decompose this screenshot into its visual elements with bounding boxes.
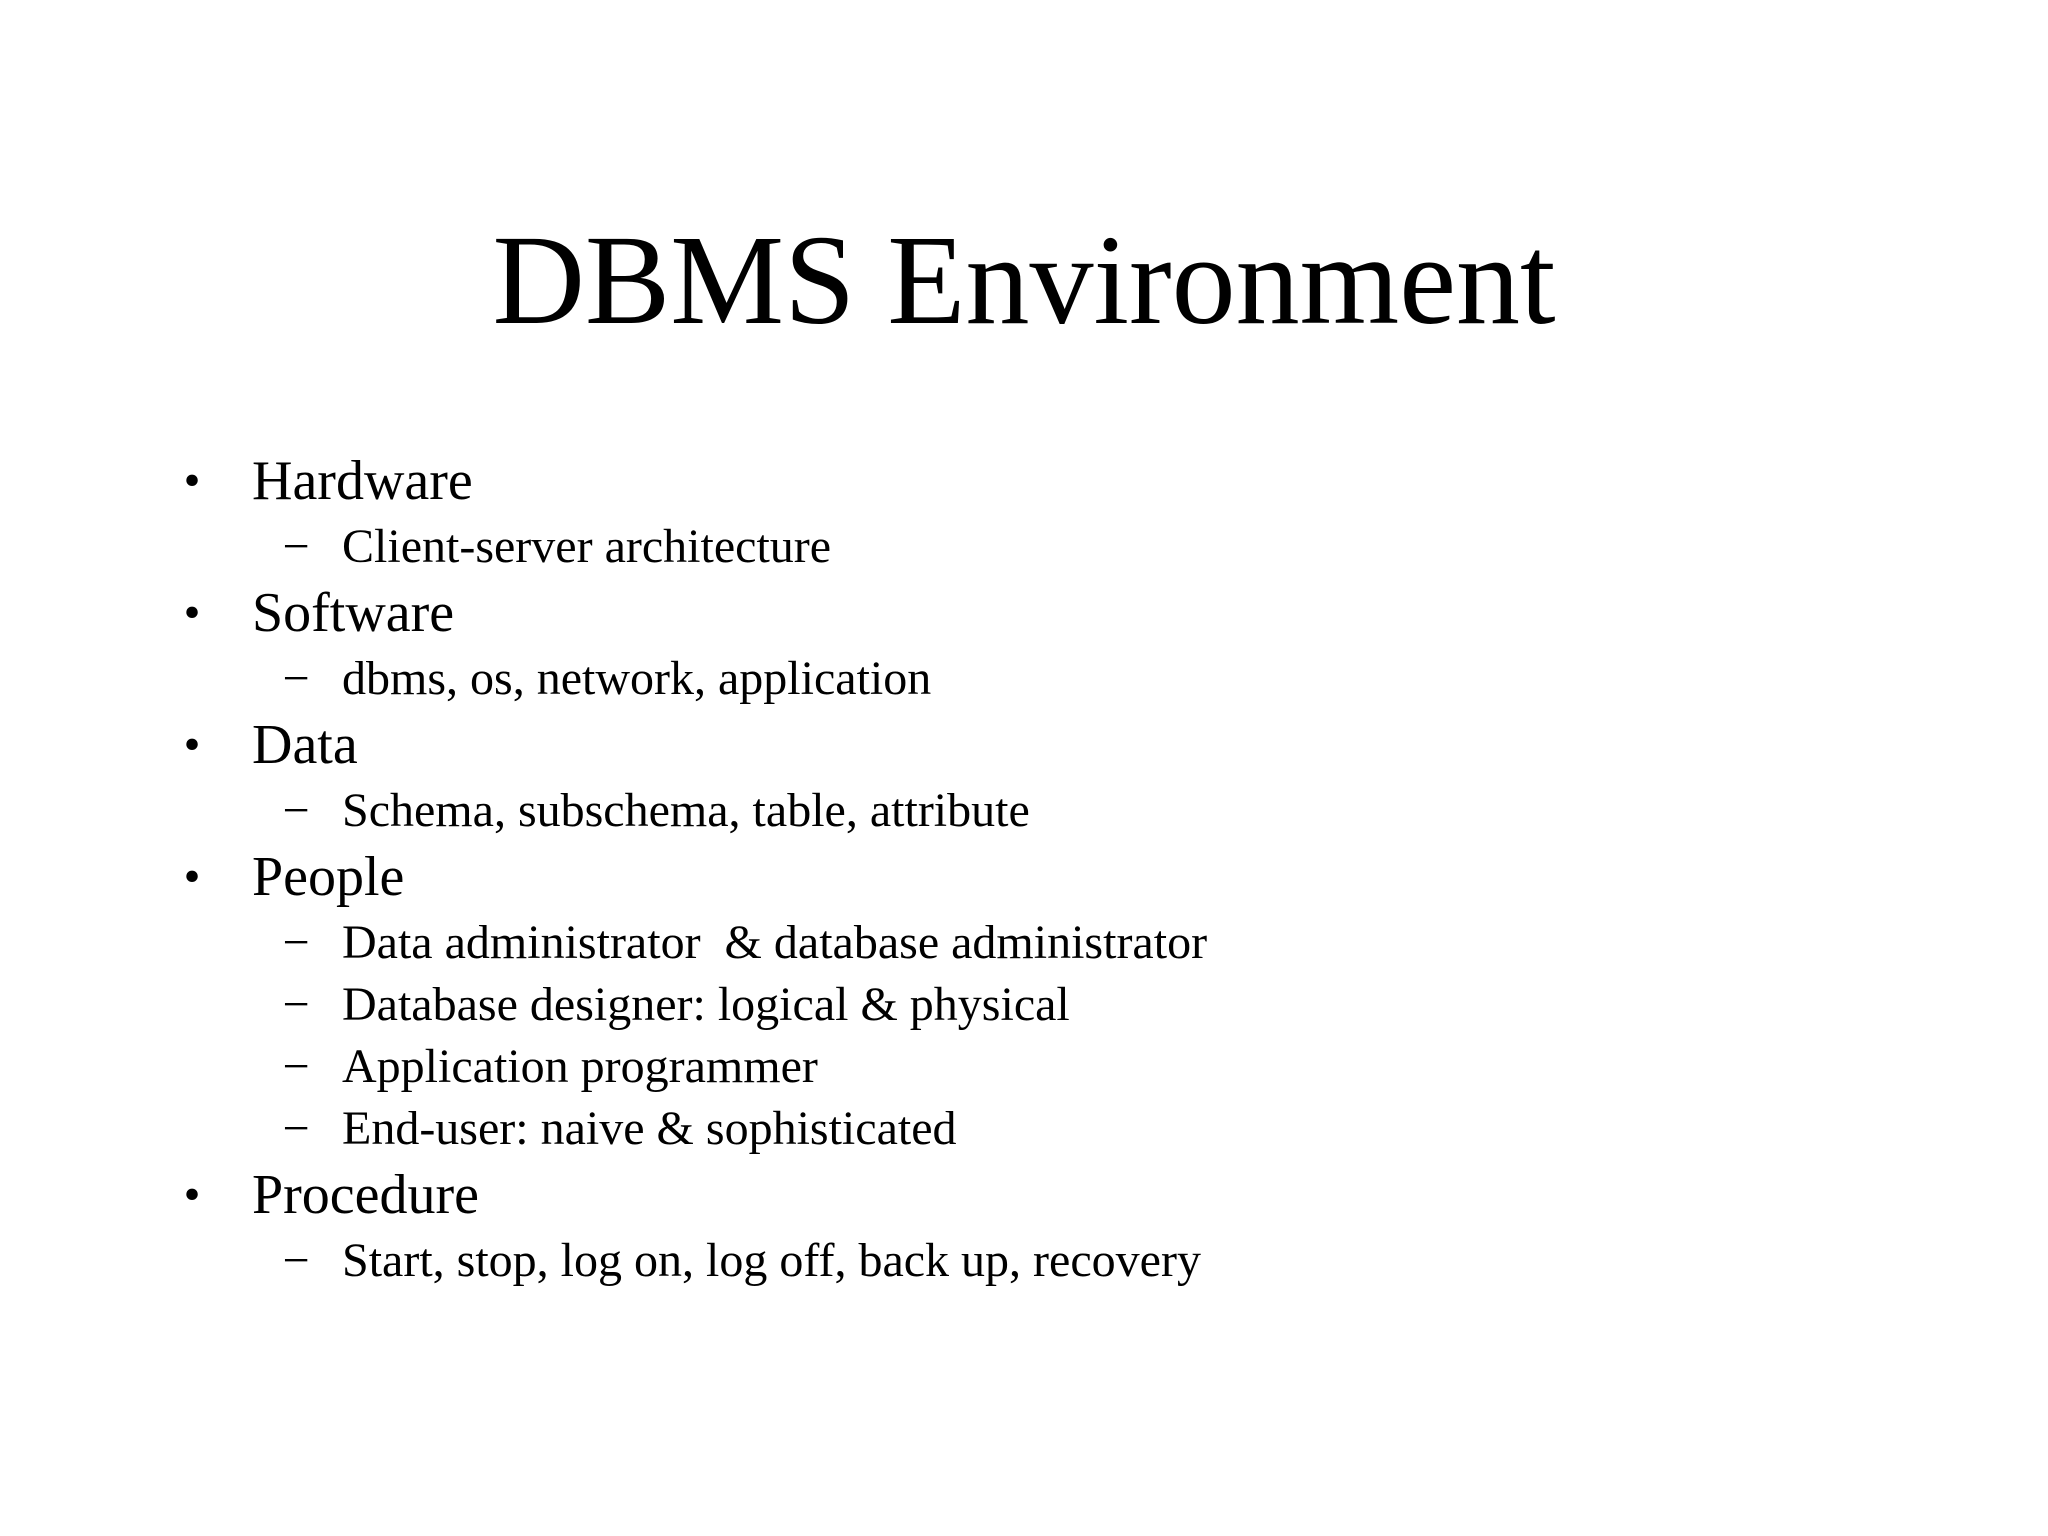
sub-bullet-item xyxy=(0,1098,2048,1160)
bullet-item-software xyxy=(0,578,2048,648)
bullet-label: Procedure xyxy=(252,1164,480,1226)
dash-icon: − xyxy=(282,978,310,1031)
bullet-label: Hardware xyxy=(252,450,473,512)
dash-icon: − xyxy=(282,520,310,573)
bullet-item-hardware xyxy=(0,446,2048,516)
sub-bullet-item xyxy=(0,1230,2048,1292)
sub-bullet-item xyxy=(0,648,2048,710)
dash-icon: − xyxy=(282,1234,310,1287)
bullet-label: Data xyxy=(252,714,358,776)
sub-bullet-item xyxy=(0,516,2048,578)
bullet-icon: • xyxy=(183,1168,201,1221)
dash-icon: − xyxy=(282,1040,310,1093)
bullet-icon: • xyxy=(183,586,201,639)
sub-bullet-text: dbms, os, network, application xyxy=(342,652,932,705)
bullet-icon: • xyxy=(183,454,201,507)
dash-icon: − xyxy=(282,652,310,705)
bullet-label: Software xyxy=(252,582,455,644)
bullet-icon: • xyxy=(183,718,201,771)
sub-bullet-text: Database designer: logical & physical xyxy=(342,978,1070,1031)
sub-bullet-text: Application programmer xyxy=(342,1040,818,1093)
bullet-item-procedure xyxy=(0,1160,2048,1230)
dash-icon: − xyxy=(282,916,310,969)
sub-bullet-item xyxy=(0,1036,2048,1098)
bullet-icon: • xyxy=(183,850,201,903)
dash-icon: − xyxy=(282,1102,310,1155)
dash-icon: − xyxy=(282,784,310,837)
bullet-item-data xyxy=(0,710,2048,780)
sub-bullet-item xyxy=(0,912,2048,974)
sub-bullet-text: End-user: naive & sophisticated xyxy=(342,1102,957,1155)
bullet-list xyxy=(0,446,2048,1292)
sub-bullet-text: Data administrator & database administrator xyxy=(342,916,1208,969)
sub-bullet-text: Client-server architecture xyxy=(342,520,832,573)
sub-bullet-item xyxy=(0,780,2048,842)
sub-bullet-text: Schema, subschema, table, attribute xyxy=(342,784,1030,837)
sub-bullet-text: Start, stop, log on, log off, back up, recovery xyxy=(342,1234,1201,1287)
sub-bullet-item xyxy=(0,974,2048,1036)
slide-title: DBMS Environment xyxy=(492,209,1556,351)
bullet-item-people xyxy=(0,842,2048,912)
bullet-label: People xyxy=(252,846,405,908)
